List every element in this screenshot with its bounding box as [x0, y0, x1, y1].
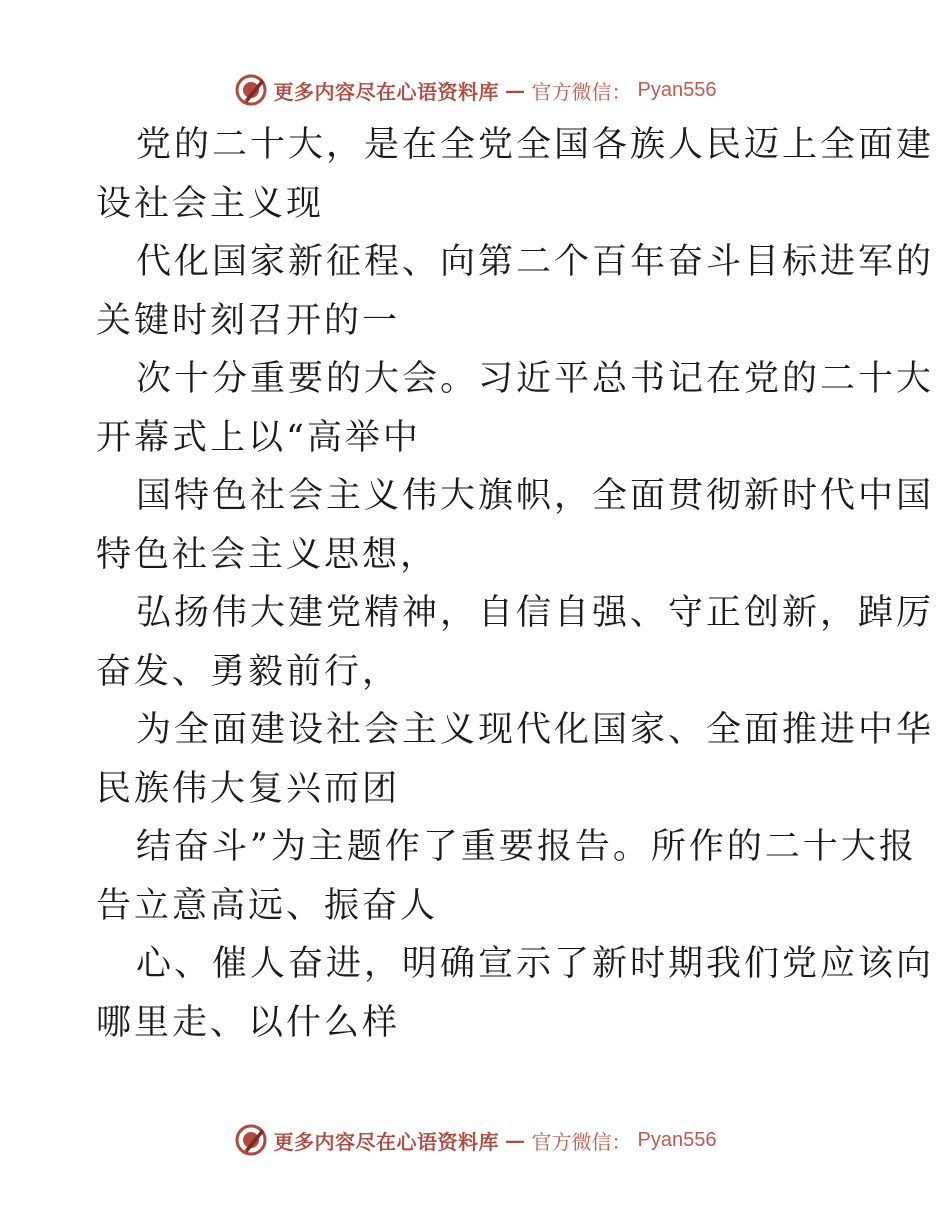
text-line: 开幕式上以“高举中: [96, 417, 421, 458]
text-line: 代化国家新征程、向第二个百年奋斗目标进军的: [136, 242, 935, 282]
text-line: 民族伟大复兴而团: [96, 768, 401, 809]
header-wechat-id: Pyan556: [637, 78, 717, 101]
footer-brand-text: 更多内容尽在心语资料库: [273, 1129, 500, 1154]
footer-separator: —: [505, 1128, 526, 1152]
text-line: 设社会主义现: [96, 183, 325, 224]
text-line: 告立意高远、振奋人: [96, 885, 439, 926]
text-line: 弘扬伟大建党精神，自信自强、守正创新，踔厉: [136, 593, 935, 633]
text-line: 关键时刻召开的一: [96, 300, 401, 341]
text-line: 哪里走、以什么样: [96, 1002, 401, 1043]
text-line: 结奋斗”为主题作了重要报告。所作的二十大报: [136, 827, 917, 867]
footer-watermark: [0, 1120, 950, 1160]
footer-wechat-label: 官方微信：: [531, 1129, 632, 1154]
footer-wechat-id: Pyan556: [637, 1128, 717, 1151]
text-line: 党的二十大，是在全党全国各族人民迈上全面建: [136, 125, 935, 165]
header-wechat-label: 官方微信：: [531, 79, 632, 104]
text-line: 特色社会主义思想，: [96, 534, 439, 575]
header-watermark: [0, 70, 950, 110]
quill-pen-logo-icon: [234, 73, 268, 107]
quill-pen-logo-icon: [234, 1123, 268, 1157]
text-line: 国特色社会主义伟大旗帜，全面贯彻新时代中国: [136, 476, 935, 516]
text-line: 次十分重要的大会。习近平总书记在党的二十大: [136, 359, 935, 399]
document-body: [96, 116, 935, 1052]
text-line: 心、催人奋进，明确宣示了新时期我们党应该向: [136, 944, 935, 984]
header-separator: —: [505, 78, 526, 102]
header-brand-text: 更多内容尽在心语资料库: [273, 79, 500, 104]
text-line: 奋发、勇毅前行，: [96, 651, 401, 692]
text-line: 为全面建设社会主义现代化国家、全面推进中华: [136, 710, 935, 750]
